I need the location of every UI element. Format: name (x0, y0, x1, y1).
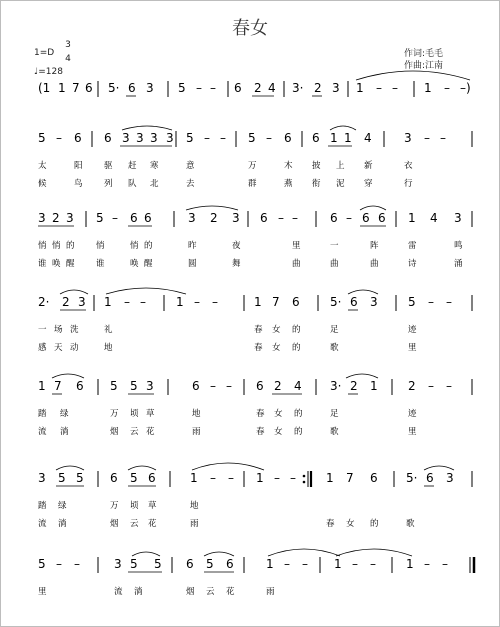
note: – (370, 557, 376, 571)
lyric-verse-2: 衔 (312, 179, 321, 189)
lyric-verse-1: 迹 (408, 409, 417, 419)
lyric-verse-1: 足 (330, 325, 339, 335)
lyric-verse-1: 流 (114, 587, 123, 597)
note: 2 (254, 81, 262, 95)
note: 6 (186, 557, 194, 571)
lyric-verse-2: 烟 (110, 519, 119, 529)
lyric-verse-2: 流 (38, 519, 47, 529)
note: – (74, 557, 80, 571)
lyric-verse-1: 烟 (186, 587, 195, 597)
lyric-verse-1: 花 (226, 587, 235, 597)
lyric-verse-2: 去 (186, 179, 195, 189)
lyric-verse-1: 礼 (104, 325, 113, 335)
note: 1 (104, 295, 112, 309)
lyric-verse-1: 女 (272, 325, 281, 335)
key-signature: 1=D (34, 48, 55, 58)
lyric-verse-1: 草 (148, 501, 157, 511)
note: 6 (104, 131, 112, 145)
note: – (124, 295, 130, 309)
note: 5 (38, 557, 46, 571)
note: 1 (38, 379, 46, 393)
tie (268, 549, 340, 556)
note: 1 (370, 379, 378, 393)
note: – (210, 81, 216, 95)
note: 6 (256, 379, 264, 393)
note: 4 (294, 379, 302, 393)
note: 2 (62, 295, 70, 309)
note: 5· (330, 295, 342, 309)
note: 5 (154, 557, 162, 571)
lyric-verse-2: 春 (256, 427, 265, 437)
note: 5 (206, 557, 214, 571)
note: – (428, 295, 434, 309)
lyric-verse-1: 绿 (60, 409, 69, 419)
note: 2 (52, 211, 60, 225)
lyric-verse-2: 云 (130, 427, 139, 437)
slur (330, 126, 356, 130)
note: 1 (190, 471, 198, 485)
note: 4 (268, 81, 276, 95)
lyric-verse-1: 昨 (188, 241, 197, 251)
note: – (204, 131, 210, 145)
lyric-verse-2: 舞 (232, 259, 241, 269)
lyric-verse-1: 云 (206, 587, 215, 597)
lyric-verse-1: 一 (330, 241, 339, 251)
tie (106, 288, 186, 294)
lyric-verse-1: 的 (292, 325, 301, 335)
lyric-verse-1: 顷 (130, 501, 139, 511)
note: 5· (406, 471, 418, 485)
slur (424, 466, 454, 470)
slur (128, 466, 156, 470)
lyric-verse-1: 阵 (370, 241, 379, 251)
lyric-verse-2: 淌 (58, 519, 67, 529)
note: 6 (350, 295, 358, 309)
note: 7 (346, 471, 354, 485)
lyric-verse-1: 悄 (52, 241, 61, 251)
lyric-verse-2: 烟 (110, 427, 119, 437)
note: – (424, 557, 430, 571)
lyric-verse-2: 涌 (454, 259, 463, 269)
lyric-verse-1: 披 (312, 161, 321, 171)
composer-credit: 作曲:江南 (404, 61, 444, 71)
lyric-verse-1: 阳 (74, 161, 83, 171)
note: 6 (378, 211, 386, 225)
note: 6 (234, 81, 242, 95)
note: – (56, 131, 62, 145)
lyric-verse-1: 上 (336, 161, 345, 171)
note: 3 (38, 211, 46, 225)
note: 3 (146, 379, 154, 393)
lyric-verse-1: 的 (144, 241, 153, 251)
time-signature-bottom: 4 (65, 54, 71, 64)
note: 2 (210, 211, 218, 225)
lyric-verse-2: 动 (70, 343, 79, 353)
lyricist-credit: 作词:毛毛 (404, 49, 444, 59)
lyric-verse-1: 雷 (408, 241, 417, 251)
lyric-verse-2: 花 (146, 427, 155, 437)
note: 1 (326, 471, 334, 485)
lyric-verse-2: 淌 (60, 427, 69, 437)
repeat-dot (303, 475, 306, 478)
note: 2· (38, 295, 50, 309)
note: 5 (248, 131, 256, 145)
note: 3 (78, 295, 86, 309)
note: 5 (76, 471, 84, 485)
note: 3 (66, 211, 74, 225)
note: 6 (74, 131, 82, 145)
note: 5 (186, 131, 194, 145)
note: – (446, 379, 452, 393)
note: 3 (446, 471, 454, 485)
lyric-verse-2: 天 (54, 343, 63, 353)
note: 2 (350, 379, 358, 393)
note: 3 (122, 131, 130, 145)
note: 6 (226, 557, 234, 571)
lyric-verse-1: 赶 (128, 161, 137, 171)
lyric-verse-1: 淌 (134, 587, 143, 597)
lyric-verse-1: 夜 (232, 241, 241, 251)
note: 6 (130, 211, 138, 225)
note: – (196, 81, 202, 95)
lyric-verse-2: 流 (38, 427, 47, 437)
lyric-verse-1: 迹 (408, 325, 417, 335)
lyric-verse-1: 悄 (38, 241, 47, 251)
lyric-verse-2: 鸟 (74, 179, 83, 189)
lyric-verse-2: 谁 (96, 259, 105, 269)
lyric-verse-1: 意 (186, 161, 195, 171)
note: 6 (284, 131, 292, 145)
lyric-verse-1: 万 (110, 501, 119, 511)
lyric-verse-1: 地 (190, 501, 199, 511)
note: 1 (58, 81, 66, 95)
note: – (428, 379, 434, 393)
note: – (284, 557, 290, 571)
slur (186, 206, 238, 210)
note: – (442, 557, 448, 571)
lyric-verse-1: 的 (66, 241, 75, 251)
note: 1 (256, 471, 264, 485)
note: 3 (146, 81, 154, 95)
note: 1 (408, 211, 416, 225)
note: 1 (356, 81, 364, 95)
lyric-verse-2: 歌 (406, 519, 415, 529)
lyric-verse-2: 列 (104, 179, 113, 189)
slur (52, 374, 84, 378)
note: – (212, 295, 218, 309)
note: 5 (408, 295, 416, 309)
lyric-verse-2: 的 (292, 343, 301, 353)
note: –) (460, 81, 471, 95)
lyric-verse-2: 行 (404, 179, 413, 189)
note: 1 (330, 131, 338, 145)
lyric-verse-2: 歌 (330, 343, 339, 353)
note: – (290, 471, 296, 485)
note: – (210, 379, 216, 393)
lyric-verse-2: 燕 (284, 179, 293, 189)
lyric-verse-1: 地 (192, 409, 201, 419)
note: 4 (364, 131, 372, 145)
lyric-verse-2: 歌 (330, 427, 339, 437)
lyric-verse-2: 醒 (66, 259, 75, 269)
lyric-verse-1: 衣 (404, 161, 413, 171)
lyric-verse-1: 太 (38, 161, 47, 171)
note: 3 (232, 211, 240, 225)
tempo-marking: ♩=128 (34, 67, 63, 77)
note: 4 (430, 211, 438, 225)
note: – (226, 379, 232, 393)
note: – (440, 131, 446, 145)
note: 6 (362, 211, 370, 225)
lyric-verse-2: 诗 (408, 259, 417, 269)
note: 2 (314, 81, 322, 95)
note: 6 (292, 295, 300, 309)
note: 6 (192, 379, 200, 393)
lyric-verse-1: 一 (38, 325, 47, 335)
lyric-verse-2: 泥 (336, 179, 345, 189)
note: 3 (166, 131, 174, 145)
note: – (56, 557, 62, 571)
lyric-verse-1: 万 (248, 161, 257, 171)
lyric-verse-1: 寒 (150, 161, 159, 171)
lyric-verse-2: 女 (274, 427, 283, 437)
note: – (352, 557, 358, 571)
lyric-verse-1: 绿 (58, 501, 67, 511)
lyric-verse-1: 的 (294, 409, 303, 419)
lyric-verse-1: 鸣 (454, 241, 463, 251)
lyric-verse-2: 里 (408, 343, 417, 353)
note: 6 (330, 211, 338, 225)
note: – (446, 295, 452, 309)
note: – (376, 81, 382, 95)
note: 1 (254, 295, 262, 309)
lyric-verse-1: 里 (38, 587, 47, 597)
lyric-verse-2: 曲 (370, 259, 379, 269)
note: 3· (292, 81, 304, 95)
note: – (194, 295, 200, 309)
lyric-verse-1: 木 (284, 161, 293, 171)
note: 5 (130, 379, 138, 393)
note: 3 (404, 131, 412, 145)
lyric-verse-2: 曲 (292, 259, 301, 269)
note: – (278, 211, 284, 225)
lyric-verse-1: 春 (256, 409, 265, 419)
slur (348, 290, 378, 294)
note: – (266, 131, 272, 145)
lyric-verse-1: 草 (146, 409, 155, 419)
time-signature-top: 3 (65, 40, 71, 50)
lyric-verse-2: 地 (104, 343, 113, 353)
note: 6 (76, 379, 84, 393)
slur (346, 374, 378, 378)
note: – (392, 81, 398, 95)
lyric-verse-2: 云 (130, 519, 139, 529)
note: 6 (370, 471, 378, 485)
lyric-verse-2: 穿 (364, 179, 373, 189)
slur (132, 552, 160, 556)
note: 6 (148, 471, 156, 485)
lyric-verse-2: 花 (148, 519, 157, 529)
note: 3 (188, 211, 196, 225)
note: 3 (136, 131, 144, 145)
lyric-verse-2: 队 (128, 179, 137, 189)
lyric-verse-1: 里 (292, 241, 301, 251)
lyric-verse-2: 雨 (192, 427, 201, 437)
note: 6 (260, 211, 268, 225)
note: – (424, 131, 430, 145)
note: 6 (128, 81, 136, 95)
lyric-verse-2: 曲 (330, 259, 339, 269)
note: 5 (96, 211, 104, 225)
note: 5 (58, 471, 66, 485)
note: 6 (144, 211, 152, 225)
lyric-verse-1: 踏 (38, 409, 47, 419)
note: 1 (344, 131, 352, 145)
note: 3 (332, 81, 340, 95)
lyric-verse-1: 驱 (104, 161, 113, 171)
lyric-verse-2: 圆 (188, 259, 197, 269)
lyric-verse-1: 踏 (38, 501, 47, 511)
lyric-verse-2: 雨 (190, 519, 199, 529)
note: 7 (54, 379, 62, 393)
note: – (228, 471, 234, 485)
note: – (112, 211, 118, 225)
note: 5 (178, 81, 186, 95)
slur (204, 552, 234, 556)
lyric-verse-1: 雨 (266, 587, 275, 597)
lyric-verse-2: 北 (150, 179, 159, 189)
note: 2 (408, 379, 416, 393)
note: 6 (426, 471, 434, 485)
note: 3 (114, 557, 122, 571)
note: (1 (38, 81, 51, 95)
note: 5 (110, 379, 118, 393)
slur (56, 466, 84, 470)
note: 5· (108, 81, 120, 95)
lyric-verse-2: 感 (38, 343, 47, 353)
lyric-verse-1: 春 (254, 325, 263, 335)
lyric-verse-2: 候 (38, 179, 47, 189)
note: – (346, 211, 352, 225)
note: 6 (110, 471, 118, 485)
lyric-verse-1: 女 (274, 409, 283, 419)
note: 3 (370, 295, 378, 309)
lyric-verse-1: 万 (110, 409, 119, 419)
note: 3 (150, 131, 158, 145)
note: 2 (274, 379, 282, 393)
lyric-verse-1: 悄 (96, 241, 105, 251)
note: 5 (130, 557, 138, 571)
tie (336, 549, 412, 556)
lyric-verse-2: 女 (346, 519, 355, 529)
note: – (140, 295, 146, 309)
lyric-verse-2: 的 (370, 519, 379, 529)
note: – (210, 471, 216, 485)
note: 1 (406, 557, 414, 571)
note: – (292, 211, 298, 225)
lyric-verse-1: 洗 (70, 325, 79, 335)
note: 6 (85, 81, 93, 95)
note: 1 (334, 557, 342, 571)
note: 7 (72, 81, 80, 95)
note: 5 (130, 471, 138, 485)
lyric-verse-2: 女 (272, 343, 281, 353)
note: 5 (38, 131, 46, 145)
note: 6 (312, 131, 320, 145)
note: – (302, 557, 308, 571)
lyric-verse-1: 新 (364, 161, 373, 171)
lyric-verse-2: 唤 (130, 259, 139, 269)
note: 7 (272, 295, 280, 309)
tie (192, 463, 264, 470)
slur (60, 290, 88, 294)
lyric-verse-2: 谁 (38, 259, 47, 269)
tie (356, 71, 470, 80)
lyric-verse-1: 足 (330, 409, 339, 419)
lyric-verse-1: 悄 (130, 241, 139, 251)
slur (122, 126, 172, 130)
lyric-verse-2: 里 (408, 427, 417, 437)
lyric-verse-2: 的 (294, 427, 303, 437)
lyric-verse-2: 唤 (52, 259, 61, 269)
note: 3· (330, 379, 342, 393)
lyric-verse-1: 场 (54, 325, 63, 335)
lyric-verse-2: 春 (254, 343, 263, 353)
lyric-verse-1: 顷 (130, 409, 139, 419)
song-title: 春女 (232, 18, 268, 39)
lyric-verse-2: 醒 (144, 259, 153, 269)
note: – (220, 131, 226, 145)
note: – (444, 81, 450, 95)
note: 1 (176, 295, 184, 309)
repeat-dot (303, 481, 306, 484)
note: 3 (454, 211, 462, 225)
lyric-verse-2: 春 (326, 519, 335, 529)
slur (360, 206, 386, 210)
note: – (274, 471, 280, 485)
note: 1 (424, 81, 432, 95)
lyric-verse-2: 群 (248, 179, 257, 189)
note: 1 (266, 557, 274, 571)
note: 3 (38, 471, 46, 485)
